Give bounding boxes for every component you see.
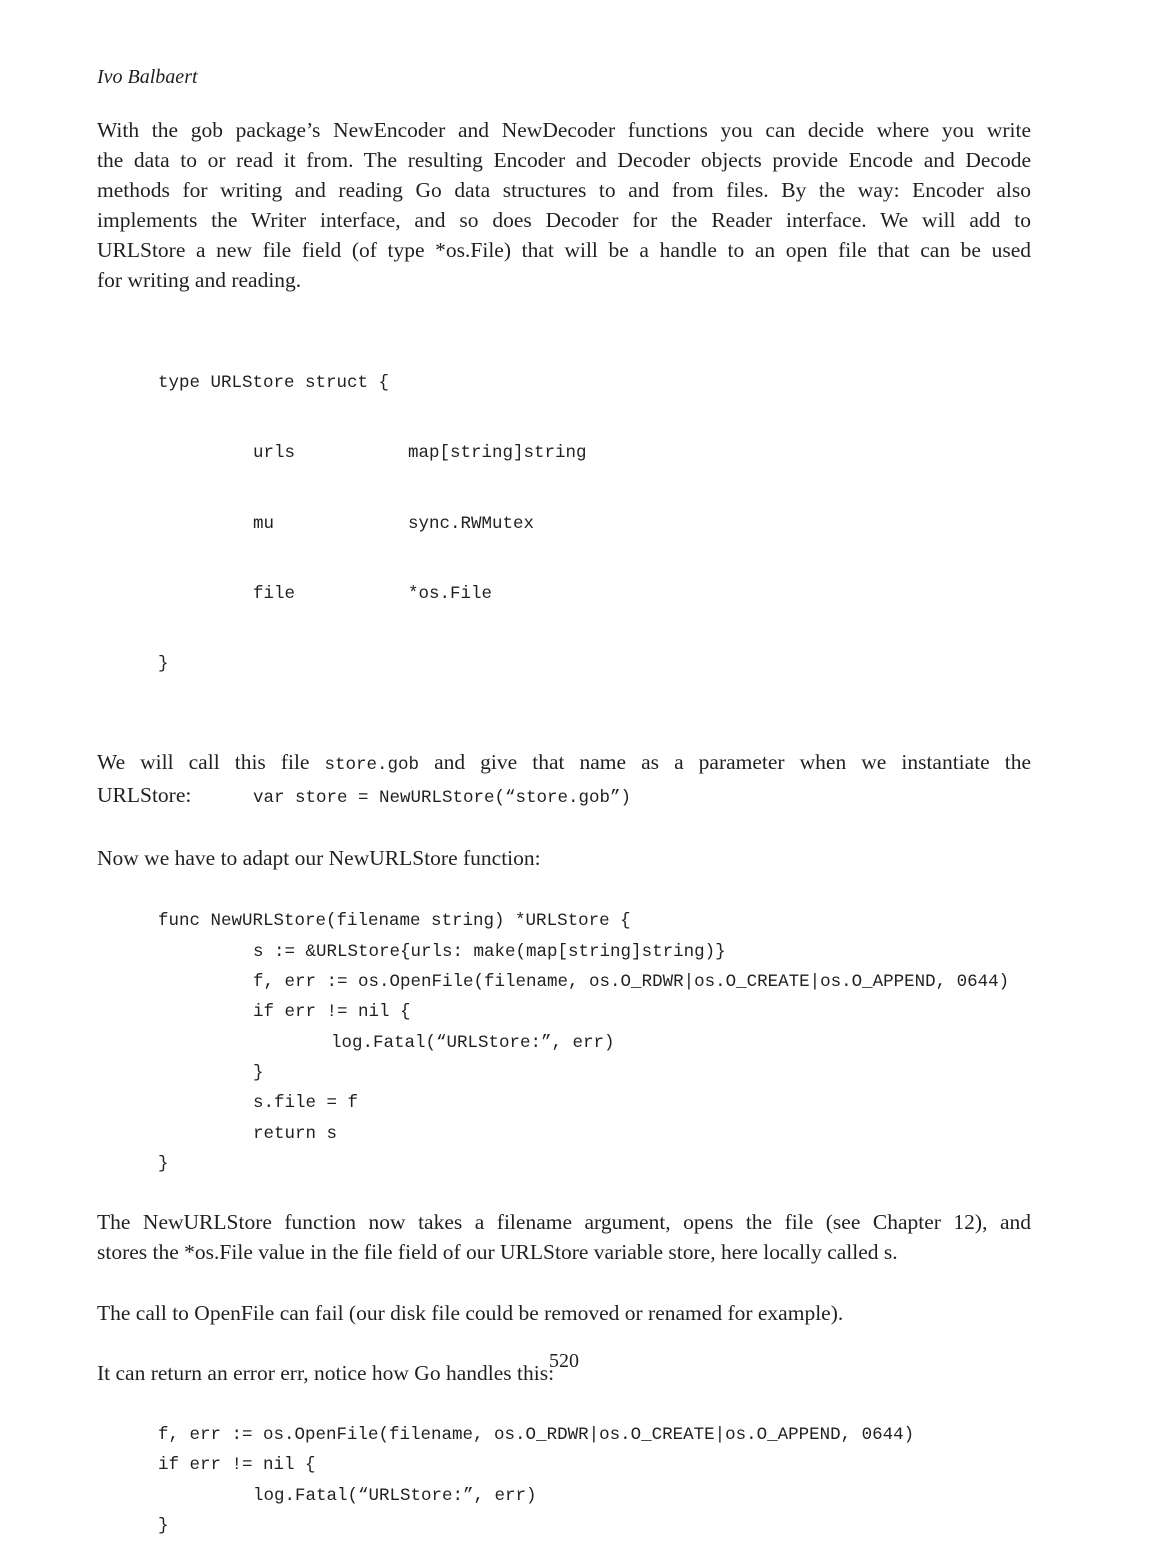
- field-type: map[string]string: [408, 443, 587, 464]
- text-line: implements the Writer interface, and so does Decoder for the Reader interface. We will add to: [97, 208, 1031, 232]
- text-line: [97, 780, 1031, 813]
- text-line: URLStore a new file field (of type *os.File) that will be a handle to an open file that can be used: [97, 238, 1031, 262]
- inline-code: var store = NewURLStore(“store.gob”): [253, 788, 632, 809]
- code-line: if err != nil {: [253, 1002, 411, 1023]
- code-line: }: [158, 1516, 169, 1537]
- text-line: stores the *os.File value in the file field of our URLStore variable store, here locally called s.: [97, 1240, 898, 1265]
- struct-field: [158, 509, 1031, 539]
- text-line: Now we have to adapt our NewURLStore function:: [97, 846, 541, 871]
- paragraph-store-gob: [97, 747, 1031, 813]
- code-block-error-check: [158, 1420, 1031, 1541]
- code-block-newurlstore: [158, 906, 1031, 1179]
- field-type: sync.RWMutex: [408, 513, 535, 534]
- text: and give that name as a parameter when we instantiate the: [434, 750, 1032, 775]
- code-line: }: [158, 654, 169, 675]
- running-header-author: Ivo Balbaert: [97, 66, 198, 88]
- text: We will call this file: [97, 750, 310, 775]
- code-line: if err != nil {: [158, 1455, 316, 1476]
- text-line: The NewURLStore function now takes a filename argument, opens the file (see Chapter 12), and: [97, 1210, 1031, 1235]
- code-line: s := &URLStore{urls: make(map[string]string)}: [253, 941, 726, 962]
- code-line: log.Fatal(“URLStore:”, err): [253, 1485, 537, 1506]
- code-block-urlstore-struct: [158, 328, 1031, 719]
- code-line: }: [158, 1153, 169, 1174]
- code-line: }: [253, 1062, 264, 1083]
- struct-field: [158, 438, 1031, 468]
- paragraph-gob-intro: [97, 115, 1031, 295]
- text-line: for writing and reading.: [97, 268, 302, 292]
- page-body: [97, 62, 1031, 1541]
- inline-code: store.gob: [324, 755, 420, 776]
- text-line: The call to OpenFile can fail (our disk file could be removed or renamed for example).: [97, 1301, 844, 1326]
- code-line: func NewURLStore(filename string) *URLStore {: [158, 911, 631, 932]
- text-line: methods for writing and reading Go data structures to and from files. By the way: Encoder also: [97, 178, 1031, 202]
- code-line: return s: [253, 1123, 338, 1144]
- text-line: the data to or read it from. The resulting Encoder and Decoder objects provide Encode and Decode: [97, 148, 1031, 172]
- paragraph-adapt: [97, 843, 1031, 873]
- code-line: type URLStore struct {: [158, 373, 390, 393]
- text: URLStore:: [97, 783, 192, 808]
- struct-field: [158, 579, 1031, 609]
- text-line: With the gob package’s NewEncoder and NewDecoder functions you can decide where you write: [97, 118, 1031, 142]
- code-line: s.file = f: [253, 1093, 359, 1114]
- paragraph-openfile-fail: [97, 1298, 1031, 1328]
- field-name: mu: [253, 513, 275, 534]
- page-number: 520: [549, 1350, 579, 1372]
- code-line: log.Fatal(“URLStore:”, err): [331, 1032, 615, 1053]
- field-name: urls: [253, 443, 296, 464]
- code-line: f, err := os.OpenFile(filename, os.O_RDWR|os.O_CREATE|os.O_APPEND, 0644): [158, 1425, 915, 1446]
- text-line: [97, 747, 1031, 780]
- paragraph-newurlstore-explain: [97, 1207, 1031, 1267]
- code-line: f, err := os.OpenFile(filename, os.O_RDWR|os.O_CREATE|os.O_APPEND, 0644): [253, 972, 1010, 993]
- field-name: file: [253, 583, 296, 604]
- field-type: *os.File: [408, 583, 493, 604]
- text-line: It can return an error err, notice how Go handles this:: [97, 1361, 555, 1386]
